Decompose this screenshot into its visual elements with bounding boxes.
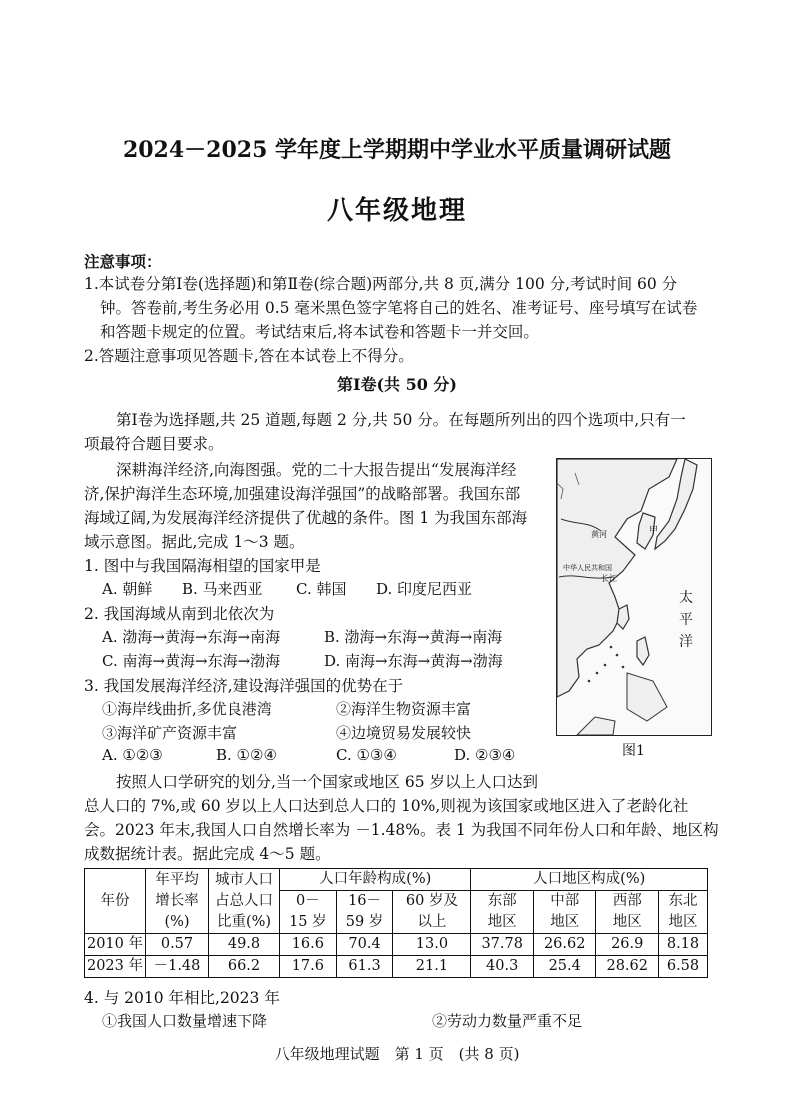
header-growth-l1: 年平均 — [155, 871, 199, 888]
cell: 8.18 — [658, 934, 707, 956]
q3-option-a: A. ①②③ — [102, 746, 163, 764]
q2-option-c: C. 南海→黄海→东海→渤海 — [102, 652, 281, 670]
header-age-group: 人口年龄构成(%) — [280, 869, 471, 891]
header-east-l1: 东部 — [487, 893, 517, 909]
header-age-16-59 — [336, 891, 393, 934]
header-east-l2: 地区 — [487, 914, 517, 930]
header-east — [471, 891, 534, 934]
exam-subtitle: 八年级地理 — [326, 196, 467, 226]
passage2-line4: 成数据统计表。据此完成 4～5 题。 — [84, 845, 331, 863]
cell: 0.57 — [146, 934, 209, 956]
map-caption: 图1 — [622, 743, 645, 759]
header-central — [533, 891, 596, 934]
header-west-l2: 地区 — [612, 914, 642, 930]
header-growth-l2: 增长率 — [155, 892, 199, 909]
header-central-l1: 中部 — [550, 893, 580, 909]
header-west-l1: 西部 — [612, 893, 642, 909]
header-urban-l2: 占总人口 — [215, 892, 273, 909]
header-age-60-l2: 以上 — [417, 914, 447, 930]
q1-option-d: D. 印度尼西亚 — [376, 580, 473, 598]
header-central-l2: 地区 — [550, 914, 580, 930]
table-row — [85, 956, 708, 978]
q4-stem: 4. 与 2010 年相比,2023 年 — [84, 989, 280, 1007]
cell: 37.78 — [471, 934, 534, 956]
header-age-60-l1: 60 岁及 — [405, 893, 458, 909]
header-northeast-l2: 地区 — [668, 914, 698, 930]
passage1-line3: 海域辽阔,为发展海洋经济提供了优越的条件。图 1 为我国东部海 — [84, 509, 528, 527]
passage1-line2: 济,保护海洋生态环境,加强建设海洋强国”的战略部署。我国东部 — [84, 485, 521, 503]
header-age-16-59-l1: 16－ — [348, 893, 382, 909]
section-intro-line1: 第Ⅰ卷为选择题,共 25 道题,每题 2 分,共 50 分。在每题所列出的四个选项中,只有一 — [116, 411, 686, 429]
header-age-0-15 — [280, 891, 337, 934]
q3-statement-4: ④边境贸易发展较快 — [336, 724, 472, 742]
cell: 28.62 — [596, 956, 659, 978]
cell: 25.4 — [533, 956, 596, 978]
header-growth — [146, 869, 209, 934]
q1-option-a: A. 朝鲜 — [102, 580, 153, 598]
passage1-line1: 深耕海洋经济,向海图强。党的二十大报告提出“发展海洋经 — [116, 461, 517, 479]
cell: －1.48 — [146, 956, 209, 978]
notice-item1-line2: 钟。答卷前,考生务必用 0.5 毫米黑色签字笔将自己的姓名、准考证号、座号填写在试卷 — [100, 299, 698, 317]
map-label-pacific-2: 平 — [679, 612, 693, 628]
cell: 40.3 — [471, 956, 534, 978]
table-row — [85, 934, 708, 956]
q2-stem: 2. 我国海域从南到北依次为 — [84, 605, 275, 623]
header-urban-l1: 城市人口 — [215, 871, 273, 888]
q3-statement-1: ①海岸线曲折,多优良港湾 — [102, 700, 272, 718]
cell: 61.3 — [336, 956, 393, 978]
cell: 26.9 — [596, 934, 659, 956]
header-age-0-15-l2: 15 岁 — [289, 914, 327, 930]
cell: 2010 年 — [85, 934, 146, 956]
notice-item1-line3: 和答题卡规定的位置。考试结束后,将本试卷和答题卡一并交回。 — [100, 323, 539, 341]
cell: 70.4 — [336, 934, 393, 956]
cell: 21.1 — [393, 956, 471, 978]
header-year: 年份 — [85, 869, 146, 934]
east-china-sea-map — [556, 458, 712, 736]
section-title: 第Ⅰ卷(共 50 分) — [336, 375, 458, 394]
map-label-jia: 甲 — [649, 526, 659, 536]
cell: 2023 年 — [85, 956, 146, 978]
cell: 6.58 — [658, 956, 707, 978]
cell: 16.6 — [280, 934, 337, 956]
cell: 66.2 — [209, 956, 280, 978]
q3-stem: 3. 我国发展海洋经济,建设海洋强国的优势在于 — [84, 677, 404, 695]
header-urban — [209, 869, 280, 934]
map-label-country: 中华人民共和国 — [563, 564, 612, 572]
map-label-pacific-1: 太 — [679, 590, 693, 606]
q1-stem: 1. 图中与我国隔海相望的国家甲是 — [84, 557, 321, 575]
q3-option-d: D. ②③④ — [454, 746, 516, 764]
page-footer: 八年级地理试题 第 1 页 (共 8 页) — [274, 1045, 520, 1063]
q1-option-b: B. 马来西亚 — [182, 580, 263, 598]
notice-heading: 注意事项： — [84, 252, 162, 271]
cell: 17.6 — [280, 956, 337, 978]
notice-item2: 2.答题注意事项见答题卡,答在本试卷上不得分。 — [84, 347, 414, 365]
header-northeast — [658, 891, 707, 934]
passage2-line3: 会。2023 年末,我国人口自然增长率为 －1.48%。表 1 为我国不同年份人口和年龄、地区构 — [84, 821, 719, 839]
population-table — [84, 868, 708, 978]
passage1-line4: 域示意图。据此,完成 1～3 题。 — [84, 533, 305, 551]
header-age-16-59-l2: 59 岁 — [345, 914, 384, 930]
q4-statement-2: ②劳动力数量严重不足 — [432, 1012, 583, 1030]
table-header-row — [85, 869, 708, 891]
q3-option-c: C. ①③④ — [336, 746, 397, 764]
map-label-huanghe: 黄河 — [591, 530, 607, 539]
cell: 13.0 — [393, 934, 471, 956]
q2-option-d: D. 南海→东海→黄海→渤海 — [324, 652, 503, 670]
header-age-0-15-l1: 0－ — [295, 893, 320, 909]
passage2-line1: 按照人口学研究的划分,当一个国家或地区 65 岁以上人口达到 — [116, 773, 539, 791]
map-label-yangtze: 长江 — [601, 574, 617, 583]
q1-option-c: C. 韩国 — [296, 580, 347, 598]
q4-statement-1: ①我国人口数量增速下降 — [102, 1012, 268, 1030]
q3-statement-3: ③海洋矿产资源丰富 — [102, 724, 238, 742]
cell: 49.8 — [209, 934, 280, 956]
cell: 26.62 — [533, 934, 596, 956]
section-intro-line2: 项最符合题目要求。 — [84, 435, 224, 453]
passage2-line2: 总人口的 7%,或 60 岁以上人口达到总人口的 10%,则视为该国家或地区进入了老龄化社 — [84, 797, 689, 815]
map-label-pacific-3: 洋 — [679, 634, 693, 650]
notice-item1-line1: 1.本试卷分第Ⅰ卷(选择题)和第Ⅱ卷(综合题)两部分,共 8 页,满分 100 分,考试时间 60 分 — [84, 275, 678, 293]
header-region-group: 人口地区构成(%) — [471, 869, 708, 891]
q3-option-b: B. ①②④ — [216, 746, 277, 764]
header-age-60 — [393, 891, 471, 934]
header-west — [596, 891, 659, 934]
header-northeast-l1: 东北 — [668, 893, 698, 909]
q3-statement-2: ②海洋生物资源丰富 — [336, 700, 472, 718]
q2-option-b: B. 渤海→东海→黄海→南海 — [324, 628, 503, 646]
header-growth-l3: (%) — [164, 913, 190, 930]
header-urban-l3: 比重(%) — [216, 913, 272, 930]
exam-title: 2024－2025 学年度上学期期中学业水平质量调研试题 — [122, 137, 672, 163]
q2-option-a: A. 渤海→黄海→东海→南海 — [102, 628, 281, 646]
